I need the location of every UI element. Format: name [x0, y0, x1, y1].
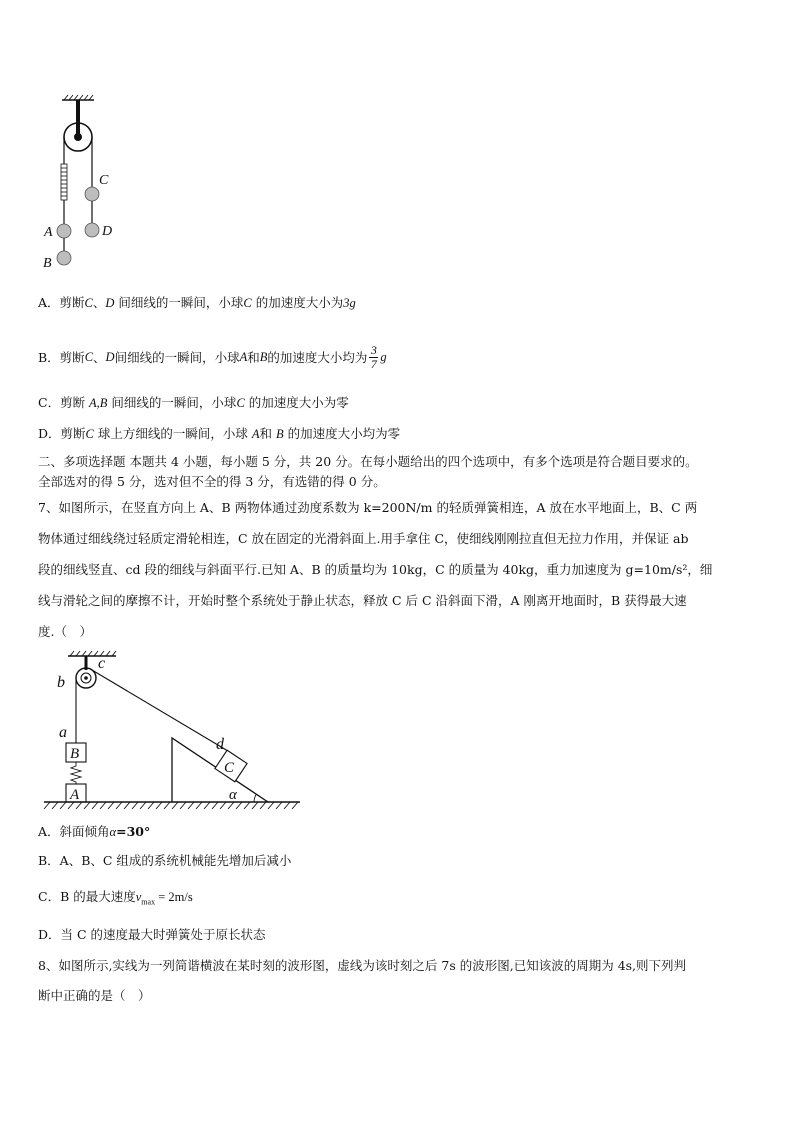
label-c: C	[99, 173, 109, 188]
pulley-figure-1	[40, 92, 130, 272]
var-c: C	[243, 296, 252, 310]
pulley-figure-1-drawing	[40, 92, 130, 272]
label-box-c: C	[224, 760, 235, 776]
q6-option-d	[38, 424, 400, 444]
option-text: D．剪断	[38, 426, 86, 441]
option-text: 间细线的一瞬间，小球	[114, 350, 240, 365]
q7-line-4: 线与滑轮之间的摩擦不计，开始时整个系统处于静止状态，释放 C 后 C 沿斜面下滑，A 刚离开地面时，B 获得最大速	[38, 593, 687, 608]
option-text: B．剪断	[38, 350, 85, 365]
subscript-max: max	[141, 897, 156, 907]
option-text: 间细线的一瞬间，小球	[114, 295, 244, 310]
var-c: C	[84, 296, 93, 310]
q6-option-b	[38, 338, 387, 376]
option-text: 间细线的一瞬间，小球	[107, 395, 237, 410]
var-c: C	[84, 349, 94, 364]
q8-line-2: 断中正确的是（ ）	[38, 988, 151, 1003]
var-b: B	[275, 427, 284, 441]
option-text: 的加速度大小为	[251, 295, 344, 310]
q6-option-c	[38, 393, 349, 413]
var-b: B	[259, 349, 268, 364]
var-ab: A,B	[89, 396, 108, 410]
numerator: 3	[370, 342, 377, 357]
option-value: =30°	[116, 824, 151, 839]
sep: 、	[92, 295, 106, 310]
option-text: 和	[259, 426, 276, 441]
incline-figure-2	[38, 646, 302, 816]
label-d-lower: d	[216, 736, 224, 753]
q7-option-c	[38, 887, 193, 913]
value: 3g	[343, 296, 356, 310]
label-d: D	[102, 224, 113, 239]
var-alpha: α	[109, 825, 117, 839]
q7-option-d: D．当 C 的速度最大时弹簧处于原长状态	[38, 927, 266, 942]
option-text: C．B 的最大速度	[38, 889, 136, 904]
var-c: C	[236, 396, 245, 410]
q7-line-5: 度.（ ）	[38, 624, 92, 639]
label-b: B	[43, 256, 52, 271]
q7-line-3: 段的细线竖直、cd 段的细线与斜面平行.已知 A、B 的质量均为 10kg，C 的质量为 40kg，重力加速度为 g=10m/s²，细	[38, 562, 713, 577]
label-box-b: B	[70, 746, 80, 762]
q6-option-a	[38, 293, 356, 313]
option-text: 的加速度大小均为零	[283, 426, 401, 441]
sep: 、	[93, 350, 106, 365]
denominator: 7	[370, 356, 377, 371]
q7-line-2: 物体通过细线绕过轻质定滑轮相连，C 放在固定的光滑斜面上.用手拿住 C，使细线刚刚拉直但无拉力作用，并保证 ab	[38, 531, 689, 546]
var-a: A	[251, 427, 260, 441]
var-v: v	[135, 890, 142, 904]
q8-line-1: 8、如图所示,实线为一列简谐横波在某时刻的波形图，虚线为该时刻之后 7s 的波形图,已知该波的周期为 4s,则下列判	[38, 958, 687, 973]
label-a: A	[44, 225, 53, 240]
label-b-lower: b	[57, 674, 65, 691]
section-2-line-2: 全部选对的得 5 分，选对但不全的得 3 分，有选错的得 0 分。	[38, 474, 386, 489]
option-text: 球上方细线的一瞬间，小球	[93, 426, 252, 441]
label-box-a: A	[70, 787, 80, 803]
var-c: C	[85, 427, 94, 441]
section-2-line-1: 二、多项选择题 本题共 4 小题，每小题 5 分，共 20 分。在每小题给出的四个选项中，有多个选项是符合题目要求的。	[38, 454, 698, 469]
q7-option-a	[38, 822, 150, 842]
label-alpha: α	[229, 787, 237, 803]
label-a-lower: a	[59, 724, 67, 741]
option-text: A．剪断	[38, 295, 85, 310]
option-text: 的加速度大小为零	[244, 395, 349, 410]
option-text: 和	[247, 350, 260, 365]
var-g: g	[380, 349, 387, 364]
option-text: A．斜面倾角	[38, 824, 110, 839]
option-value: = 2m/s	[155, 890, 193, 904]
fraction	[369, 344, 378, 371]
var-d: D	[105, 296, 115, 310]
label-c-lower: c	[98, 655, 106, 672]
q7-option-b: B．A、B、C 组成的系统机械能先增加后减小	[38, 853, 292, 868]
var-a: A	[239, 349, 248, 364]
incline-figure-2-drawing	[38, 646, 302, 816]
q7-line-1: 7、如图所示，在竖直方向上 A、B 两物体通过劲度系数为 k=200N/m 的轻质弹簧相连，A 放在水平地面上，B、C 两	[38, 500, 698, 515]
option-text: 的加速度大小均为	[267, 350, 368, 365]
var-d: D	[105, 349, 115, 364]
option-text: C．剪断	[38, 395, 90, 410]
